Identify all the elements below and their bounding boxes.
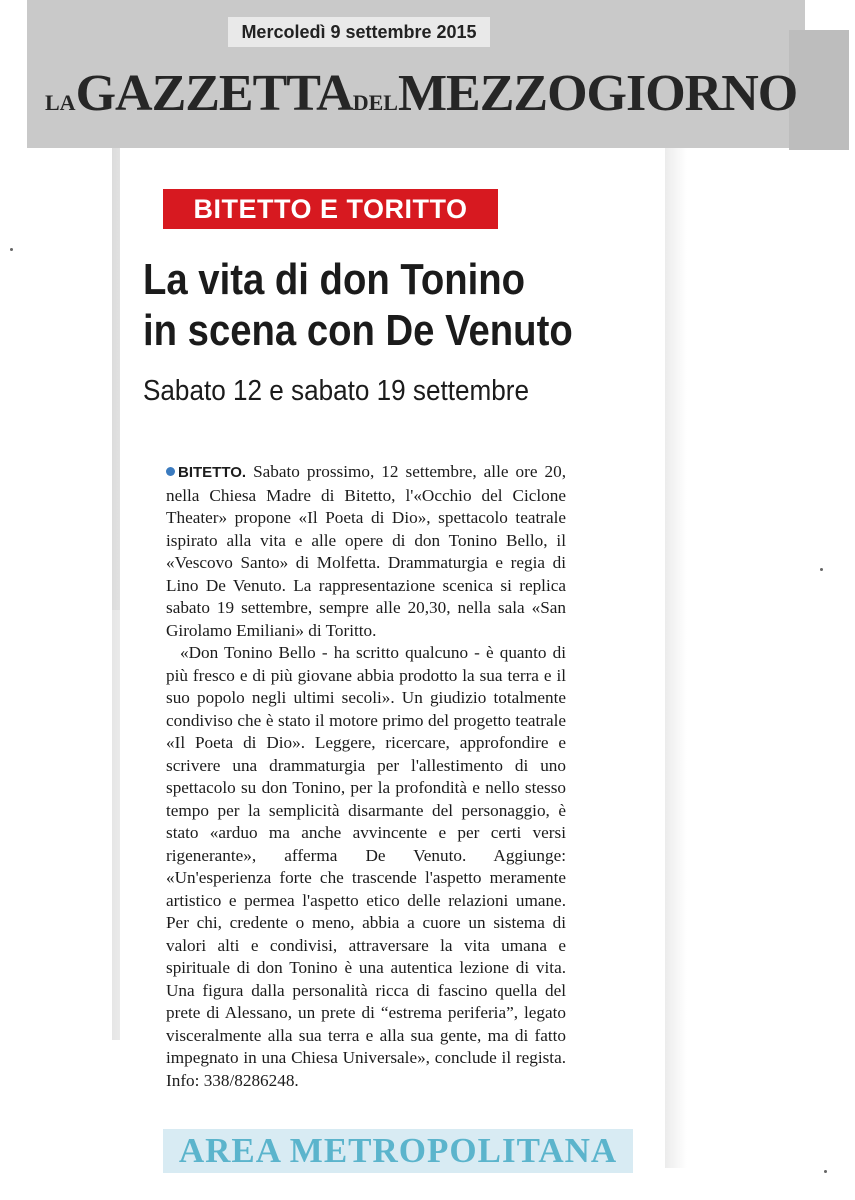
scan-speck (10, 248, 13, 251)
headline-line-2: in scena con De Venuto (143, 306, 573, 355)
section-label: AREA METROPOLITANA (163, 1129, 633, 1173)
headline-line-1: La vita di don Tonino (143, 255, 526, 304)
article-body (166, 461, 566, 1092)
scan-speck (824, 1170, 827, 1173)
issue-date: Mercoledì 9 settembre 2015 (228, 17, 490, 47)
scan-shadow-right (665, 148, 687, 1168)
scan-speck (820, 568, 823, 571)
paragraph-1-text: Sabato prossimo, 12 settembre, alle ore 20, nella Chiesa Madre di Bitetto, l'«Occhio del Ciclone Theater» propone «Il Poeta di Dio», spettacolo teatrale ispirato alla vita e alle opere di don Tonino Bello, il «Vescovo Santo» di Molfetta. Drammaturgia e regia di Lino De Venuto. La rappresentazione scenica si replica sabato 19 settembre, sempre alle 20,30, nella sala «San Girolamo Emiliani» di Toritto. (166, 462, 566, 640)
article-subhead: Sabato 12 e sabato 19 settembre (143, 375, 529, 407)
paragraph-1 (166, 461, 566, 642)
article-headline (143, 254, 573, 356)
dateline: BITETTO. (178, 464, 247, 481)
logo-mid: DEL (352, 90, 398, 115)
newspaper-logo (45, 58, 798, 130)
bullet-icon (166, 467, 175, 476)
logo-prefix: LA (45, 90, 76, 115)
paragraph-2: «Don Tonino Bello - ha scritto qualcuno - è quanto di più fresco e di più giovane abbia prodotto la sua terra e il suo popolo negli ultimi secoli». Un giudizio totalmente condiviso che è stato il motore primo del progetto teatrale «Il Poeta di Dio». Leggere, ricercare, approfondire e scrivere una drammaturgia per l'allestimento di uno spettacolo su don Tonino, per la profondità e nello stesso tempo per la semplicità disarmante del personaggio, è stato «arduo ma anche avvincente e per certi versi rigenerante», afferma De Venuto. Aggiunge: «Un'esperienza forte che trascende l'aspetto meramente artistico e permea l'aspetto etico delle relazioni umane. Per chi, credente o meno, abbia a cuore un sistema di valori alti e condivisi, attraversare la vita umana e spirituale di don Tonino è una autentica lezione di vita. Una figura dalla personalità ricca di fascino quella del prete di Alessano, un prete di “estrema periferia”, legato visceralmente alla sua terra e alla sua gente, ma di fatto impegnato in una Chiesa Universale», conclude il regista. Info: 338/8286248. (166, 643, 566, 1090)
article-kicker: BITETTO E TORITTO (163, 189, 498, 229)
masthead-edge (789, 30, 849, 150)
logo-main: GAZZETTA (75, 65, 353, 122)
logo-end: MEZZOGIORNO (397, 65, 798, 122)
